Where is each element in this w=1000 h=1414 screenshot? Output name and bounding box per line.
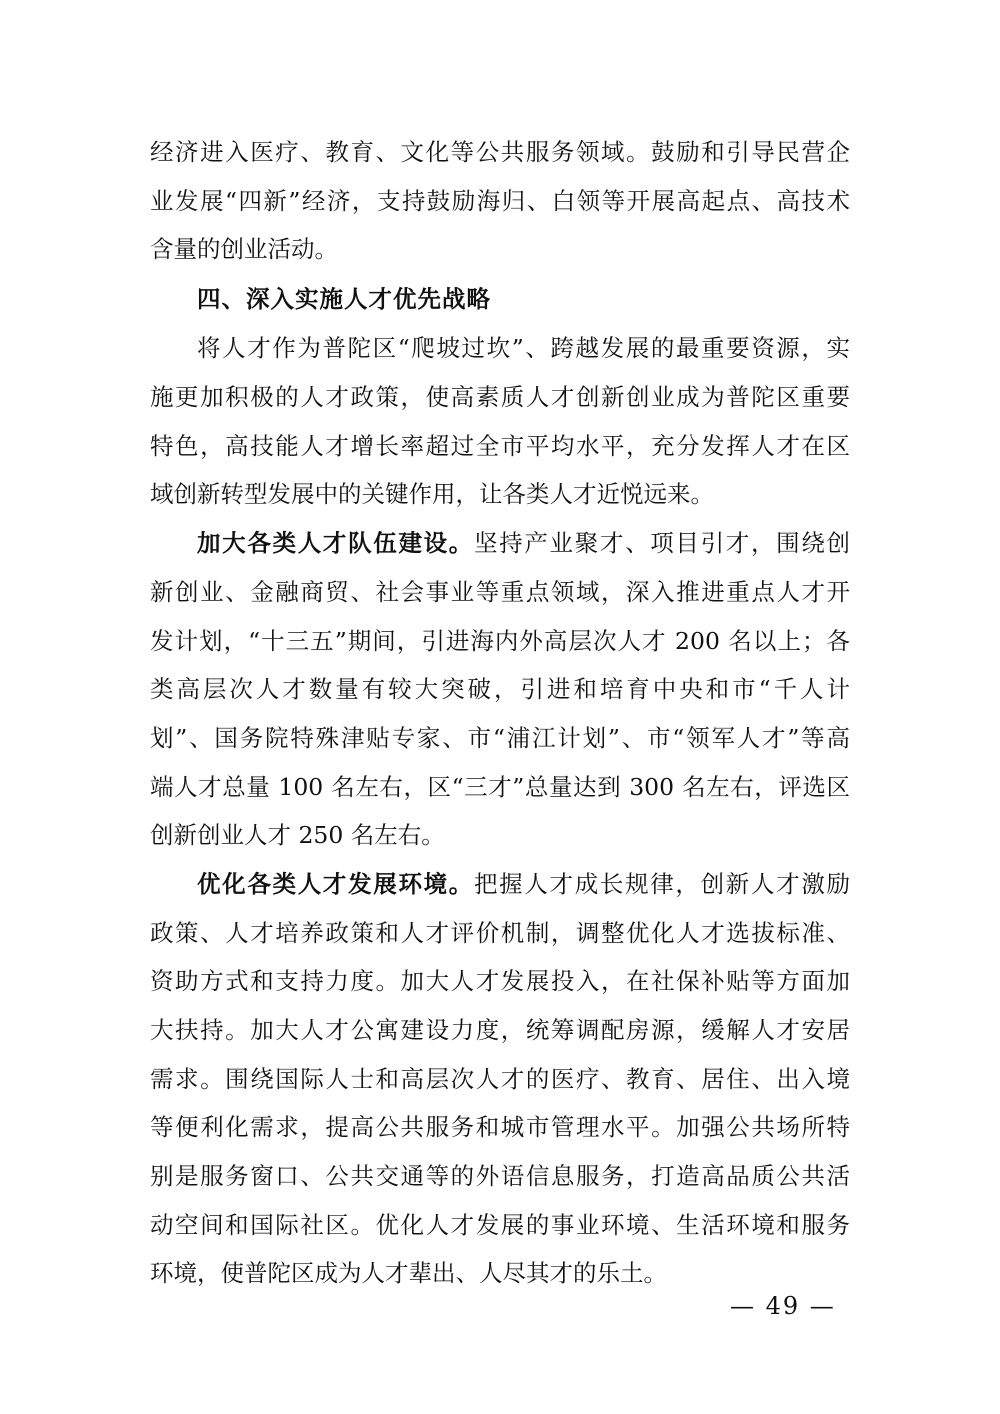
text-line: 新创业、金融商贸、社会事业等重点领域，深入推进重点人才开	[150, 578, 850, 606]
text-line: 环境，使普陀区成为人才辈出、人尽其才的乐土。	[150, 1259, 667, 1287]
text-line: 含量的创业活动。	[150, 235, 338, 263]
text-line: 类高层次人才数量有较大突破，引进和培育中央和市“千人计	[150, 675, 850, 703]
text-line: 施更加积极的人才政策，使高素质人才创新创业成为普陀区重要	[150, 383, 850, 411]
text-line: 等便利化需求，提高公共服务和城市管理水平。加强公共场所特	[150, 1113, 850, 1141]
paragraph-lead-heading: 优化各类人才发展环境。	[197, 870, 474, 898]
text-line: 需求。围绕国际人士和高层次人才的医疗、教育、居住、出入境	[150, 1065, 850, 1093]
text-line: 业发展“四新”经济，支持鼓励海归、白领等开展高起点、高技术	[150, 187, 850, 215]
text-line: 将人才作为普陀区“爬坡过坎”、跨越发展的最重要资源，实	[197, 334, 850, 362]
text-line: 政策、人才培养政策和人才评价机制，调整优化人才选拔标准、	[150, 919, 850, 947]
paragraph-first-line	[197, 527, 850, 559]
paragraph-lead-heading: 加大各类人才队伍建设。	[197, 529, 474, 557]
text-line: 大扶持。加大人才公寓建设力度，统筹调配房源，缓解人才安居	[150, 1016, 850, 1044]
text-line: 发计划，“十三五”期间，引进海内外高层次人才 200 名以上；各	[150, 627, 850, 655]
page-number: — 49 —	[730, 1292, 836, 1320]
paragraph-first-line	[197, 868, 850, 900]
text-line: 经济进入医疗、教育、文化等公共服务领域。鼓励和引导民营企	[150, 138, 850, 166]
paragraph-text: 把握人才成长规律，创新人才激励	[473, 870, 851, 898]
section-heading: 四、深入实施人才优先战略	[197, 285, 491, 313]
text-line: 创新创业人才 250 名左右。	[150, 821, 445, 849]
text-line: 别是服务窗口、公共交通等的外语信息服务，打造高品质公共活	[150, 1162, 850, 1190]
text-line: 端人才总量 100 名左右，区“三才”总量达到 300 名左右，评选区	[150, 773, 850, 801]
text-line: 划”、国务院特殊津贴专家、市“浦江计划”、市“领军人才”等高	[150, 724, 850, 752]
paragraph-text: 坚持产业聚才、项目引才，围绕创	[473, 529, 851, 557]
text-line: 动空间和国际社区。优化人才发展的事业环境、生活环境和服务	[150, 1211, 850, 1239]
text-line: 特色，高技能人才增长率超过全市平均水平，充分发挥人才在区	[150, 432, 850, 460]
text-line: 资助方式和支持力度。加大人才发展投入，在社保补贴等方面加	[150, 967, 850, 995]
text-line: 域创新转型发展中的关键作用，让各类人才近悦远来。	[150, 480, 714, 508]
